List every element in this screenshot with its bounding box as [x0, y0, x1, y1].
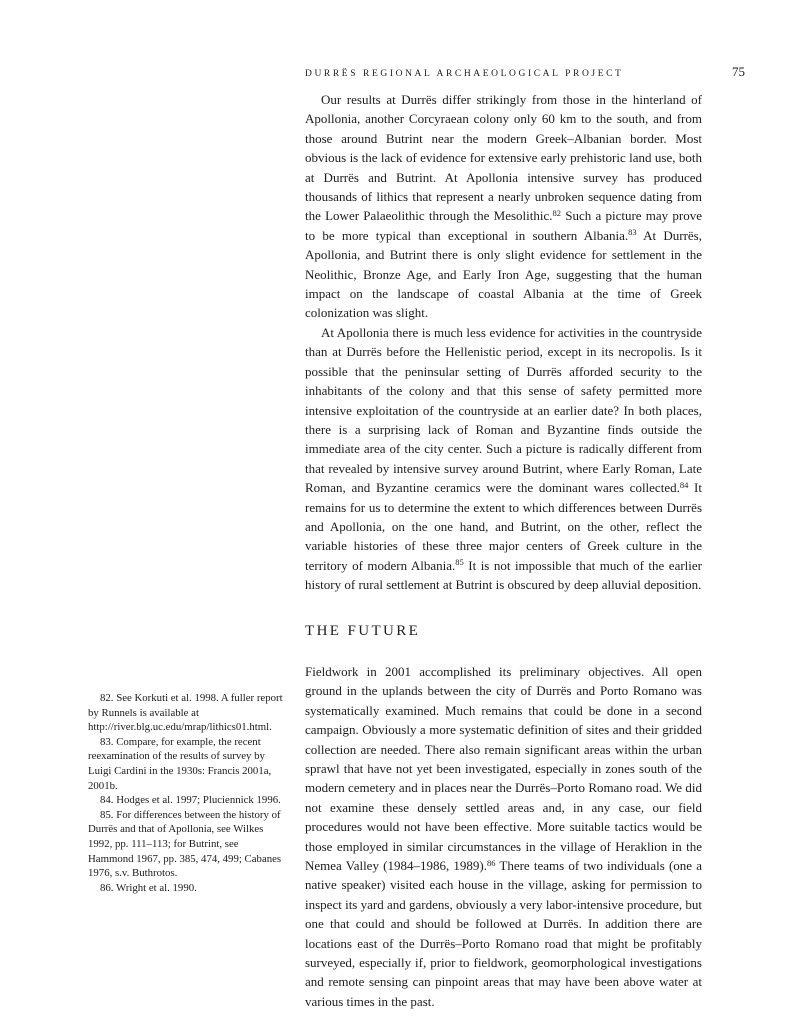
footnote-84: 84. Hodges et al. 1997; Pluciennick 1996. [100, 794, 281, 807]
footnote-82: 82. See Korkuti et al. 1998. A fuller report by Runnels is available at http://river.blg.uc.edu/mrap/lithics01.html. [88, 692, 283, 734]
footnote-83: 83. Compare, for example, the recent reexamination of the results of survey by Luigi Cardini in the 1930s: Francis 2001a, 2001b. [88, 735, 272, 792]
footnote-85: 85. For differences between the history of Durrës and that of Apollonia, see Wilkes 1992, pp. 111–113; for Butrint, see Hammond 1967, pp. 385, 474, 499; Cabanes 1976, s.v. Buthrotos. [88, 808, 282, 880]
section-heading-the-future: THE FUTURE [305, 622, 421, 639]
footnote-86: 86. Wright et al. 1990. [100, 881, 197, 894]
article-body [305, 90, 702, 1011]
page-number: 75 [732, 64, 745, 79]
paragraph-results: Our results at Durrës differ strikingly from those in the hinterland of Apollonia, another Corcyraean colony only 60 km to the south, and from those around Butrint near the modern Greek–Albanian border. Most obvious is the lack of evidence for extensive early prehistoric land use, both at Durrës and Butrint. At Apollonia intensive survey has produced thousands of lithics that represent a nearly unbroken sequence dating from the Lower Palaeolithic through the Mesolithic.$^{82}$ Such a picture may prove to be more typical than exceptional in southern Albania.$^{83}$ At Durrës, Apollonia, and Butrint there is only slight evidence for settlement in the Neolithic, Bronze Age, and Early Iron Age, suggesting that the human impact on the landscape of coastal Albania at the time of Greek colonization was slight. [305, 92, 703, 321]
paragraph-apollonia-countryside: At Apollonia there is much less evidence for activities in the countryside than at Durrës before the Hellenistic period, except in its necropolis. Is it possible that the peninsular setting of Durrës afforded security to the inhabitants of the colony and that this sense of safety permitted more intensive exploitation of the countryside at an earlier date? In both places, there is a surprising lack of Roman and Byzantine finds outside the immediate area of the city center. Such a picture is radically different from that revealed by intensive survey around Butrint, where Early Roman, Late Roman, and Byzantine ceramics were the dominant wares collected.$^{84}$ It remains for us to determine the extent to which differences between Durrës and Apollonia, on the one hand, and Butrint, on the other, reflect the variable histories of these three major centers of Greek culture in the territory of modern Albania.$^{85}$ It is not impossible that much of the earlier history of rural settlement at Butrint is obscured by deep alluvial deposition. [305, 324, 702, 593]
footnotes-column [88, 691, 285, 895]
running-head-title: DURRËS REGIONAL ARCHAEOLOGICAL PROJECT [305, 69, 624, 79]
paragraph-fieldwork-future: Fieldwork in 2001 accomplished its preliminary objectives. All open ground in the uplands between the city of Durrës and Porto Romano was systematically examined. Much remains that could be done in a second campaign. Obviously a more systematic definition of sites and their gridded collection are needed. There also remain significant areas within the urban sprawl that have not yet been investigated, especially in zones south of the modern cemetery and in places near the Durrës–Porto Romano road. We did not examine these densely settled areas and, in any case, our field procedures would not have been effective. More suitable tactics would be those employed in similar circumstances in the village of Heraklion in the Nemea Valley (1984–1986, 1989).$^{86}$ There teams of two individuals (one a native speaker) visited each house in the village, asking for permission to inspect its yard and gardens, obviously a very labor-intensive procedure, but one that could and should be followed at Durrës. In addition there are locations east of the Durrës–Porto Romano road that might be profitably surveyed, especially if, prior to fieldwork, geomorphological investigations and remote sensing can pinpoint areas that may have been above water at various times in the past. [305, 663, 702, 1009]
running-header [305, 64, 745, 80]
